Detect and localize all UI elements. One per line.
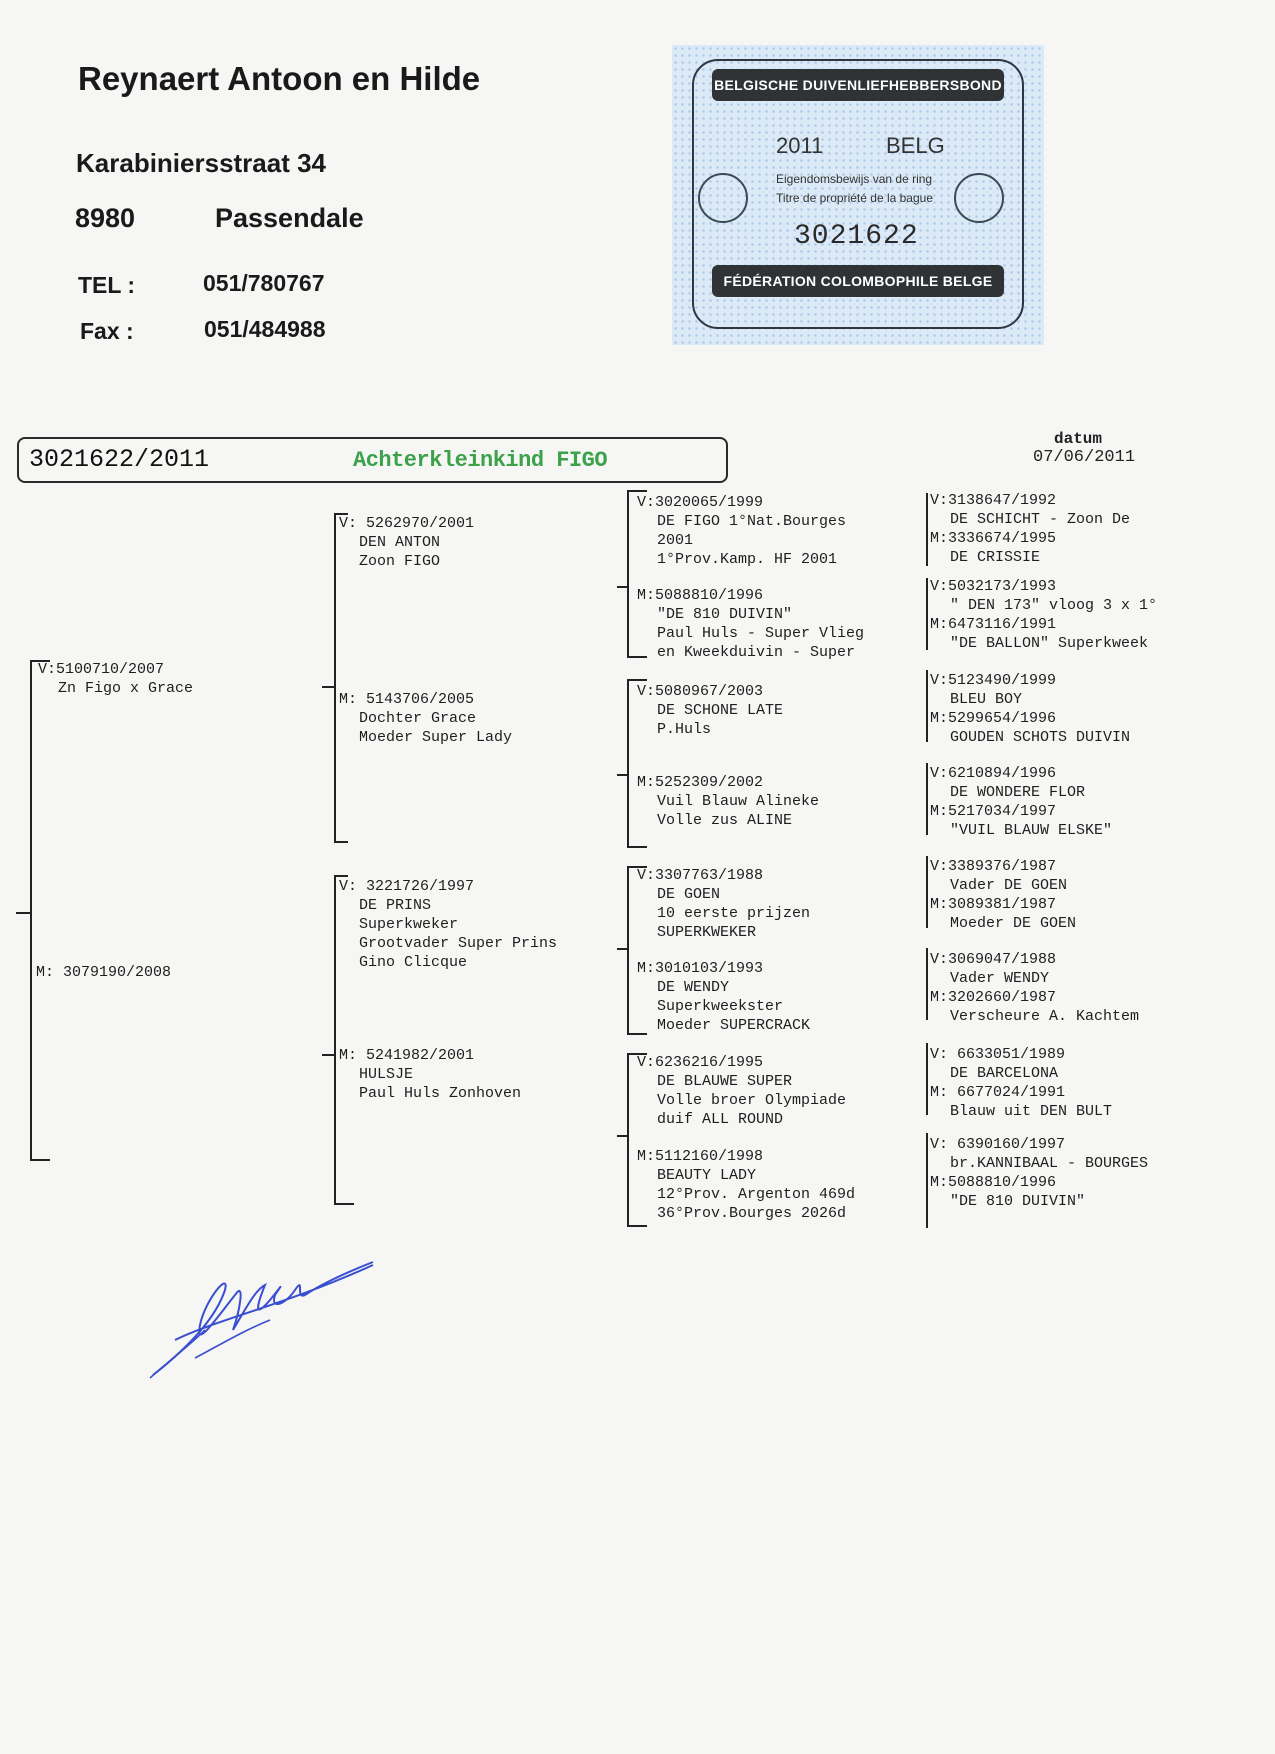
grandparent-entry-line: Zoon FIGO <box>359 553 441 570</box>
gg-grandparent-pair-line: " DEN 173" vloog 3 x 1° <box>950 597 1158 614</box>
crown-icon <box>954 173 1004 223</box>
gg-grandparent-pair-line: M: 6677024/1991 <box>930 1084 1066 1101</box>
grandparent-entry-line: Gino Clicque <box>359 954 468 971</box>
grandparent-entry <box>339 514 474 571</box>
great-grandparent-entry-line: Paul Huls - Super Vlieg <box>657 625 865 642</box>
great-grandparent-entry <box>637 1053 846 1129</box>
sire-entry-line: Zn Figo x Grace <box>58 680 194 697</box>
gg-grandparent-pair-line: BLEU BOY <box>950 691 1023 708</box>
owner-zip: 8980 <box>75 203 136 233</box>
grandparent-entry <box>339 1046 521 1103</box>
gg-grandparent-pair-line: br.KANNIBAAL - BOURGES <box>950 1155 1149 1172</box>
gg-grandparent-pair-line: M:3336674/1995 <box>930 530 1057 547</box>
gg-grandparent-pair <box>930 1135 1148 1211</box>
great-grandparent-entry-line: Vuil Blauw Alineke <box>657 793 820 810</box>
tel-label: TEL : <box>78 272 136 298</box>
great-grandparent-entry-line: 2001 <box>657 532 694 549</box>
tel-number: 051/780767 <box>203 270 325 296</box>
sire-entry-line: V:5100710/2007 <box>38 661 165 678</box>
grandparent-entry-line: Paul Huls Zonhoven <box>359 1085 522 1102</box>
great-grandparent-entry-line: 1°Prov.Kamp. HF 2001 <box>657 551 838 568</box>
gg-grandparent-pair-line: Vader DE GOEN <box>950 877 1068 894</box>
grandparent-entry-line: Moeder Super Lady <box>359 729 513 746</box>
card-top-banner: BELGISCHE DUIVENLIEFHEBBERSBOND <box>712 69 1004 101</box>
gg-grandparent-pair-line: "VUIL BLAUW ELSKE" <box>950 822 1113 839</box>
great-grandparent-entry-line: M:5252309/2002 <box>637 774 764 791</box>
gg-grandparent-pair <box>930 950 1139 1026</box>
gg-grandparent-pair-line: "DE 810 DUIVIN" <box>950 1193 1086 1210</box>
gg-grandparent-pair-line: V:3389376/1987 <box>930 858 1057 875</box>
card-line-nl: Eigendomsbewijs van de ring <box>776 172 933 186</box>
gg-grandparent-pair-line: V:3138647/1992 <box>930 492 1057 509</box>
gg-grandparent-pair <box>930 1045 1112 1121</box>
gg-grandparent-pair-line: DE WONDERE FLOR <box>950 784 1086 801</box>
gg-grandparent-pair <box>930 764 1112 840</box>
gg-grandparent-pair-line: M:5088810/1996 <box>930 1174 1057 1191</box>
dam-entry <box>36 963 171 982</box>
great-grandparent-entry-line: Superkweekster <box>657 998 784 1015</box>
great-grandparent-entry <box>637 493 846 569</box>
great-grandparent-entry-line: V:5080967/2003 <box>637 683 764 700</box>
grandparent-entry-line: Dochter Grace <box>359 710 477 727</box>
great-grandparent-entry <box>637 1147 855 1223</box>
gg-grandparent-pair-line: M:3089381/1987 <box>930 896 1057 913</box>
great-grandparent-entry <box>637 773 819 830</box>
great-grandparent-entry-line: P.Huls <box>657 721 712 738</box>
gg-grandparent-pair-line: M:6473116/1991 <box>930 616 1057 633</box>
great-grandparent-entry-line: DE WENDY <box>657 979 730 996</box>
great-grandparent-entry-line: "DE 810 DUIVIN" <box>657 606 793 623</box>
great-grandparent-entry-line: V:6236216/1995 <box>637 1054 764 1071</box>
gg-grandparent-pair-line: M:3202660/1987 <box>930 989 1057 1006</box>
gg-grandparent-pair-line: "DE BALLON" Superkweek <box>950 635 1149 652</box>
grandparent-entry-line: V: 3221726/1997 <box>339 878 475 895</box>
great-grandparent-entry-line: 10 eerste prijzen <box>657 905 811 922</box>
great-grandparent-entry-line: DE SCHONE LATE <box>657 702 784 719</box>
owner-street: Karabiniersstraat 34 <box>76 148 327 178</box>
grandparent-entry-line: Grootvader Super Prins <box>359 935 558 952</box>
gg-grandparent-pair <box>930 577 1157 653</box>
grandparent-entry <box>339 877 557 972</box>
grandparent-entry-line: DEN ANTON <box>359 534 441 551</box>
gg-grandparent-pair-line: V:6210894/1996 <box>930 765 1057 782</box>
great-grandparent-entry-line: M:5088810/1996 <box>637 587 764 604</box>
pigeon-id-bar <box>17 437 728 483</box>
great-grandparent-entry-line: V:3020065/1999 <box>637 494 764 511</box>
pigeon-title: Achterkleinkind FIGO <box>353 448 608 473</box>
great-grandparent-entry-line: M:3010103/1993 <box>637 960 764 977</box>
ring-ownership-card <box>672 45 1044 345</box>
gg-grandparent-pair-line: DE SCHICHT - Zoon De <box>950 511 1131 528</box>
great-grandparent-entry <box>637 866 810 942</box>
owner-name: Reynaert Antoon en Hilde <box>78 60 481 97</box>
gg-grandparent-pair-line: M:5299654/1996 <box>930 710 1057 727</box>
gg-grandparent-pair-line: Moeder DE GOEN <box>950 915 1077 932</box>
gg-grandparent-pair-line: V: 6633051/1989 <box>930 1046 1066 1063</box>
grandparent-entry-line: Superkweker <box>359 916 459 933</box>
datum-label: datum <box>1054 430 1103 448</box>
great-grandparent-entry-line: BEAUTY LADY <box>657 1167 757 1184</box>
dam-entry-line: M: 3079190/2008 <box>36 964 172 981</box>
great-grandparent-entry <box>637 586 864 662</box>
datum-value: 07/06/2011 <box>1033 448 1136 467</box>
owner-city: Passendale <box>215 203 364 233</box>
great-grandparent-entry-line: Volle broer Olympiade <box>657 1092 847 1109</box>
signature-icon <box>145 1250 385 1385</box>
great-grandparent-entry-line: DE FIGO 1°Nat.Bourges <box>657 513 847 530</box>
grandparent-entry <box>339 690 512 747</box>
gg-grandparent-pair-line: DE CRISSIE <box>950 549 1041 566</box>
rosette-icon <box>698 173 748 223</box>
fax-number: 051/484988 <box>204 316 326 342</box>
gg-grandparent-pair-line: GOUDEN SCHOTS DUIVIN <box>950 729 1131 746</box>
gg-grandparent-pair-line: V: 6390160/1997 <box>930 1136 1066 1153</box>
great-grandparent-entry-line: V:3307763/1988 <box>637 867 764 884</box>
great-grandparent-entry-line: 12°Prov. Argenton 469d <box>657 1186 856 1203</box>
gg-grandparent-pair <box>930 857 1076 933</box>
gg-grandparent-pair <box>930 671 1130 747</box>
gg-grandparent-pair-line: M:5217034/1997 <box>930 803 1057 820</box>
grandparent-entry-line: M: 5241982/2001 <box>339 1047 475 1064</box>
great-grandparent-entry-line: DE GOEN <box>657 886 721 903</box>
great-grandparent-entry-line: M:5112160/1998 <box>637 1148 764 1165</box>
gg-grandparent-pair <box>930 491 1130 567</box>
grandparent-entry-line: V: 5262970/2001 <box>339 515 475 532</box>
grandparent-entry-line: M: 5143706/2005 <box>339 691 475 708</box>
gg-grandparent-pair-line: Verscheure A. Kachtem <box>950 1008 1140 1025</box>
card-country: BELG <box>886 133 945 158</box>
gg-grandparent-pair-line: V:5123490/1999 <box>930 672 1057 689</box>
great-grandparent-entry-line: 36°Prov.Bourges 2026d <box>657 1205 847 1222</box>
card-year: 2011 <box>776 133 824 158</box>
great-grandparent-entry-line: Moeder SUPERCRACK <box>657 1017 811 1034</box>
great-grandparent-entry-line: duif ALL ROUND <box>657 1111 784 1128</box>
gg-grandparent-pair-line: V:3069047/1988 <box>930 951 1057 968</box>
gg-grandparent-pair-line: V:5032173/1993 <box>930 578 1057 595</box>
gg-grandparent-pair-line: DE BARCELONA <box>950 1065 1059 1082</box>
card-line-fr: Titre de propriété de la bague <box>776 191 933 205</box>
card-bottom-banner: FÉDÉRATION COLOMBOPHILE BELGE <box>712 265 1004 297</box>
grandparent-entry-line: HULSJE <box>359 1066 414 1083</box>
grandparent-entry-line: DE PRINS <box>359 897 432 914</box>
pigeon-ring-number: 3021622/2011 <box>29 445 210 474</box>
fax-label: Fax : <box>80 318 134 344</box>
card-ring-number: 3021622 <box>794 221 919 252</box>
gg-grandparent-pair-line: Vader WENDY <box>950 970 1050 987</box>
great-grandparent-entry-line: en Kweekduivin - Super <box>657 644 856 661</box>
great-grandparent-entry-line: SUPERKWEKER <box>657 924 757 941</box>
sire-entry <box>38 660 193 698</box>
great-grandparent-entry-line: Volle zus ALINE <box>657 812 793 829</box>
great-grandparent-entry <box>637 959 810 1035</box>
great-grandparent-entry <box>637 682 783 739</box>
great-grandparent-entry-line: DE BLAUWE SUPER <box>657 1073 793 1090</box>
gg-grandparent-pair-line: Blauw uit DEN BULT <box>950 1103 1113 1120</box>
